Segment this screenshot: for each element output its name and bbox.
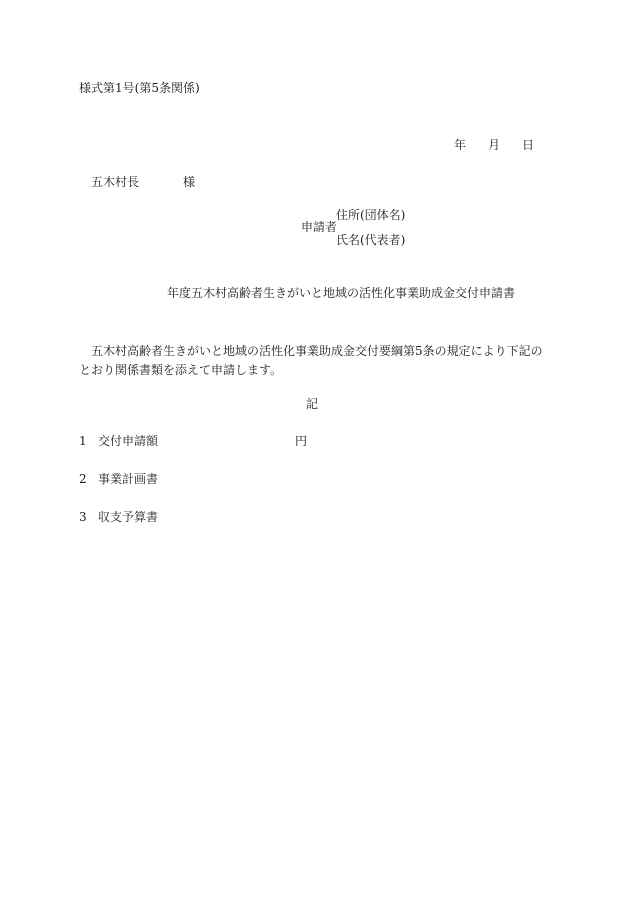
date-day: 日 bbox=[522, 138, 535, 152]
item-label: 収支予算書 bbox=[98, 510, 159, 524]
date-year: 年 bbox=[454, 138, 467, 152]
addressee-honorific: 様 bbox=[183, 175, 196, 189]
date-line bbox=[454, 139, 534, 151]
applicant-address-label: 住所(団体名) bbox=[336, 208, 406, 222]
ki-heading: 記 bbox=[306, 397, 319, 411]
list-item bbox=[79, 511, 158, 523]
list-item bbox=[79, 434, 308, 448]
applicant-label: 申請者 bbox=[301, 220, 338, 234]
item-number: 1 bbox=[79, 434, 87, 448]
item-number: 3 bbox=[79, 510, 87, 524]
applicant-name-label: 氏名(代表者) bbox=[336, 233, 406, 247]
item-label: 事業計画書 bbox=[98, 472, 159, 486]
item-unit: 円 bbox=[295, 434, 308, 448]
item-label: 交付申請額 bbox=[98, 434, 159, 448]
list-item bbox=[79, 473, 158, 485]
addressee-name: 五木村長 bbox=[91, 175, 140, 189]
item-number: 2 bbox=[79, 472, 87, 486]
date-month: 月 bbox=[488, 138, 501, 152]
document-title: 年度五木村高齢者生きがいと地域の活性化事業助成金交付申請書 bbox=[167, 286, 516, 300]
form-number: 様式第1号(第5条関係) bbox=[79, 81, 200, 95]
body-paragraph: 五木村高齢者生きがいと地域の活性化事業助成金交付要綱第5条の規定により下記のとおり関係書類を添えて申請します。 bbox=[79, 344, 543, 377]
addressee bbox=[91, 176, 195, 188]
